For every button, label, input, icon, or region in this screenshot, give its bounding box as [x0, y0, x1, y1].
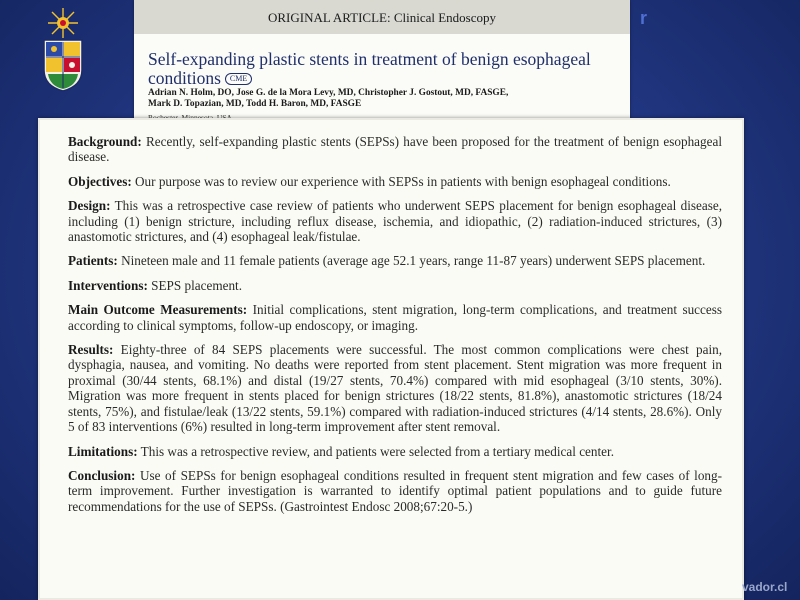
section-text: This was a retrospective case review of patients who underwent SEPS placement for benign esophageal disease, including (1) benign stricture, including reflux disease, ischemia, and idiopathic, (2) radiation-induced strictures, (3) anastomotic strictures, and (4) esophageal leak/fistulae. — [68, 198, 722, 245]
abstract-section-design — [68, 198, 722, 244]
university-crest-icon — [40, 6, 86, 92]
abstract-section-limitations — [68, 444, 722, 459]
section-label: Conclusion: — [68, 467, 136, 483]
authors-line-1: Adrian N. Holm, DO, Jose G. de la Mora Levy, MD, Christopher J. Gostout, MD, FASGE, — [148, 88, 509, 98]
article-authors — [148, 88, 618, 110]
section-label: Patients: — [68, 253, 118, 269]
section-text: This was a retrospective review, and patients were selected from a tertiary medical center. — [140, 443, 614, 459]
section-label: Design: — [68, 198, 111, 214]
abstract-body — [68, 134, 722, 523]
section-text: SEPS placement. — [151, 277, 242, 293]
abstract-section-patients — [68, 253, 722, 268]
abstract-section-objectives — [68, 174, 722, 189]
section-label: Limitations: — [68, 443, 138, 459]
section-label: Results: — [68, 342, 114, 358]
abstract-section-background — [68, 134, 722, 165]
abstract-section-interventions — [68, 278, 722, 293]
article-header-card — [134, 0, 630, 120]
authors-line-2: Mark D. Topazian, MD, Todd H. Baron, MD, FASGE — [148, 99, 362, 109]
section-text: Recently, self-expanding plastic stents (SEPSs) have been proposed for the treatment of benign esophageal disease. — [68, 134, 722, 165]
abstract-card — [38, 118, 744, 600]
abstract-section-results — [68, 342, 722, 434]
section-label: Interventions: — [68, 277, 148, 293]
slide-corner-letter: r — [640, 8, 648, 28]
section-text: Nineteen male and 11 female patients (average age 52.1 years, range 11-87 years) underwent SEPS placement. — [121, 253, 706, 269]
section-text: Our purpose was to review our experience with SEPSs in patients with benign esophageal conditions. — [135, 173, 671, 189]
article-category: ORIGINAL ARTICLE: Clinical Endoscopy — [134, 0, 630, 34]
article-title-text: Self-expanding plastic stents in treatment of benign esophageal conditions — [148, 49, 591, 88]
section-label: Main Outcome Measurements: — [68, 302, 248, 318]
section-text: Use of SEPSs for benign esophageal conditions resulted in frequent stent migration and few cases of long-term improvement. Further investigation is warranted to identify optimal patient populations and to guide future recommendations for the use of SEPSs. (Gastrointest Endosc 2008;67:20-5.) — [68, 467, 722, 514]
cme-badge: CME — [225, 73, 252, 85]
abstract-section-conclusion — [68, 468, 722, 514]
section-text: Eighty-three of 84 SEPS placements were successful. The most common complications were chest pain, dysphagia, nausea, and vomiting. No deaths were reported from stent placement. Stent migration was more frequent in proximal (30/44 stents, 68.1%) and distal (19/27 stents, 70.4%) compared with mid esophageal (3/10 stents, 30%). Migration was more frequent in stents placed for benign strictures (18/22 stents, 81.8%), anastomotic strictures (18/24 stents, 75%), and fistulae/leak (13/22 stents, 59.1%) compared with radiation-induced strictures (4/14 stents, 28.6%). Only 5 of 83 interventions (6%) resulted in long-term improvement after stent removal. — [68, 342, 722, 435]
abstract-section-outcomes — [68, 302, 722, 333]
section-label: Objectives: — [68, 173, 132, 189]
section-label: Background: — [68, 134, 142, 149]
article-title — [148, 50, 618, 88]
footer-url: vador.cl — [742, 580, 788, 594]
section-text: Initial complications, stent migration, long-term complications, and treatment success according to clinical symptoms, follow-up endoscopy, or imaging. — [68, 302, 723, 333]
